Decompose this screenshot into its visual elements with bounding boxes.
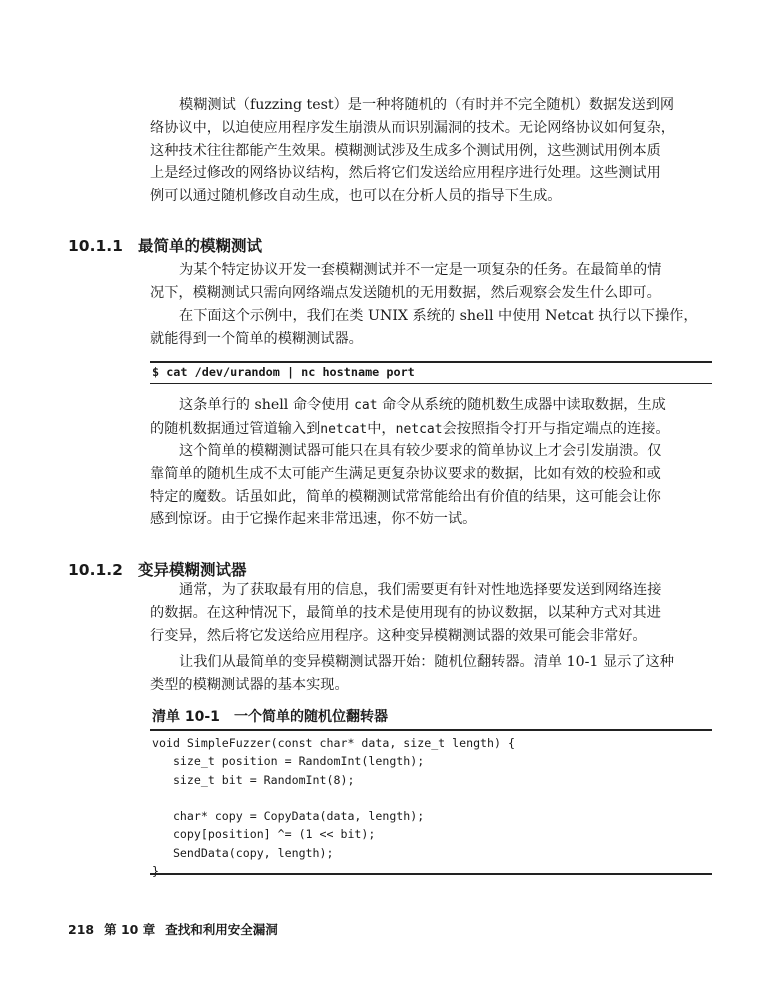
code-line <box>152 789 515 807</box>
text-line <box>150 394 712 418</box>
text-line: 让我们从最简单的变异模糊测试器开始：随机位翻转器。清单 10-1 显示了这种 <box>179 654 674 670</box>
text-line: 行变异，然后将它发送给应用程序。这种变异模糊测试器的效果可能会非常好。 <box>150 627 647 644</box>
command-line: $ cat /dev/urandom | nc hostname port <box>152 365 415 379</box>
text-line: 模糊测试（fuzzing test）是一种将随机的（有时并不完全随机）数据发送到网 <box>179 97 675 113</box>
text-line: 况下，模糊测试只需向网络端点发送随机的无用数据，然后观察会发生什么即可。 <box>150 284 661 301</box>
text-line: 的数据。在这种情况下，最简单的技术是使用现有的协议数据，以某种方式对其进 <box>150 604 661 621</box>
command-top-rule <box>150 361 712 363</box>
page-footer <box>68 920 288 938</box>
inline-code-cat: cat <box>354 398 378 413</box>
text-fragment: 这条单行的 shell 命令使用 <box>179 397 355 413</box>
text-line: 通常，为了获取最有用的信息，我们需要更有针对性地选择要发送到网络连接 <box>179 582 662 598</box>
listing-title: 一个简单的随机位翻转器 <box>234 709 388 725</box>
section-title: 变异模糊测试器 <box>138 561 247 579</box>
inline-code-netcat: netcat <box>320 421 368 437</box>
text-line: 这种技术往往都能产生效果。模糊测试涉及生成多个测试用例，这些测试用例本质 <box>150 142 661 159</box>
section1-paragraph-3 <box>150 394 712 442</box>
text-fragment: 的随机数据通过管道输入到 <box>150 420 321 437</box>
section-heading-10-1-2 <box>68 558 247 580</box>
text-line: 靠简单的随机生成不太可能产生满足更复杂协议要求的数据，比如有效的校验和或 <box>150 465 661 482</box>
section1-paragraph-2 <box>150 305 712 351</box>
listing-top-rule <box>150 729 712 731</box>
text-line: 特定的魔数。话虽如此，简单的模糊测试常常能给出有价值的结果，这可能会让你 <box>150 488 661 505</box>
text-line: 络协议中，以迫使应用程序发生崩溃从而识别漏洞的技术。无论网络协议如何复杂， <box>150 119 675 136</box>
text-line: 就能得到一个简单的模糊测试器。 <box>150 330 363 347</box>
section2-paragraph-1 <box>150 579 712 647</box>
text-fragment: 中， <box>367 420 396 437</box>
text-line: 这个简单的模糊测试器可能只在具有较少要求的简单协议上才会引发崩溃。仅 <box>179 443 662 459</box>
chapter-label: 第 10 章 <box>104 922 156 937</box>
page-number: 218 <box>68 922 95 937</box>
section1-paragraph-4 <box>150 440 712 531</box>
section-heading-10-1-1 <box>68 234 262 256</box>
code-line: } <box>152 864 159 879</box>
code-line: copy[position] ^= (1 << bit); <box>152 827 376 842</box>
text-line: 为某个特定协议开发一套模糊测试并不一定是一项复杂的任务。在最简单的情 <box>179 262 662 278</box>
section2-paragraph-2 <box>150 651 712 697</box>
text-line: 例可以通过随机修改自动生成，也可以在分析人员的指导下生成。 <box>150 188 562 205</box>
code-line: void SimpleFuzzer(const char* data, size_t length) { <box>152 736 515 750</box>
section-number: 10.1.1 <box>68 237 123 255</box>
listing-label: 清单 10-1 <box>152 709 220 725</box>
text-fragment: 会按照指令打开与指定端点的连接。 <box>442 420 670 437</box>
text-fragment: 命令从系统的随机数生成器中读取数据，生成 <box>377 397 666 413</box>
listing-caption <box>152 706 388 726</box>
text-line <box>150 418 712 442</box>
code-line: size_t position = RandomInt(length); <box>152 754 425 769</box>
section-number: 10.1.2 <box>68 561 123 579</box>
text-line: 在下面这个示例中，我们在类 UNIX 系统的 shell 中使用 Netcat 执行以下操作， <box>179 308 698 324</box>
code-line: size_t bit = RandomInt(8); <box>152 772 355 787</box>
section1-paragraph-1 <box>150 259 712 305</box>
inline-code-netcat: netcat <box>395 421 443 437</box>
code-listing <box>152 734 515 880</box>
listing-bottom-rule <box>150 873 712 875</box>
command-bottom-rule <box>150 383 712 384</box>
code-line: SendData(copy, length); <box>152 845 334 860</box>
text-line: 上是经过修改的网络协议结构，然后将它们发送给应用程序进行处理。这些测试用 <box>150 165 661 182</box>
text-line: 感到惊讶。由于它操作起来非常迅速，你不妨一试。 <box>150 511 477 528</box>
section-title: 最简单的模糊测试 <box>138 237 263 255</box>
chapter-title: 查找和利用安全漏洞 <box>165 922 278 937</box>
code-line: char* copy = CopyData(data, length); <box>152 809 425 824</box>
text-line: 类型的模糊测试器的基本实现。 <box>150 676 349 693</box>
intro-paragraph <box>150 94 712 208</box>
